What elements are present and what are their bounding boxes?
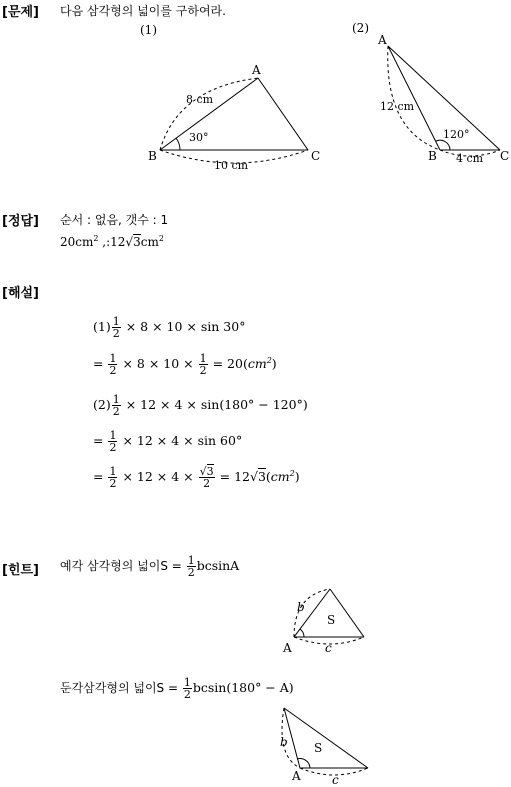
obtuse-label-s: S: [314, 741, 323, 755]
obtuse-label-c: c: [332, 773, 339, 787]
fig2-side-ab: [388, 46, 440, 150]
fig1-angle-arc: [176, 138, 180, 150]
answer-sup2: 2: [158, 234, 164, 243]
root3-over-2-fraction: $\frac{√3}{2}$: [199, 465, 214, 490]
sol1-prefix: (1): [93, 319, 111, 334]
fig1-side-ab-label: 8 cm: [186, 93, 214, 106]
fig1-side-bc-label: 10 cm: [214, 159, 249, 172]
answer-area2: ,:12: [98, 235, 126, 249]
half-fraction: $\frac{1}{2}$: [187, 554, 195, 579]
sol2-result: = 20(: [212, 356, 248, 371]
fig1-vertex-c: C: [311, 149, 321, 163]
hint-obtuse-figure: [270, 700, 380, 787]
sol2-unit: cm: [247, 356, 267, 371]
hint-obtuse-formula: bcsin(180° − A): [192, 680, 294, 695]
solution-line4: [93, 430, 242, 453]
hint-acute-formula: bcsinA: [196, 558, 240, 573]
sol3-prefix: (2): [93, 397, 111, 412]
sol2-close: ): [271, 356, 277, 371]
solution-tag: [해설]: [2, 286, 39, 301]
fig1-angle-label: 30°: [189, 131, 209, 144]
answer-sup1: 2: [93, 234, 99, 243]
answer-tag: [정답]: [2, 214, 39, 229]
half-fraction: $\frac{1}{2}$: [112, 393, 120, 418]
sol2-sup: 2: [266, 355, 272, 365]
problem-text: 다음 삼각형의 넓이를 구하여라.: [60, 4, 226, 18]
half-fraction: $\frac{1}{2}$: [183, 676, 191, 701]
sol3-body: × 12 × 4 × sin(180° − 120°): [125, 397, 308, 412]
half-fraction: $\frac{1}{2}$: [199, 352, 207, 377]
obtuse-vertex-a: A: [292, 769, 301, 783]
half-fraction: $\frac{1}{2}$: [112, 315, 120, 340]
fig1-side-ab: [160, 78, 258, 150]
sol5-radicand: 3: [257, 469, 266, 484]
answer-unit: cm: [140, 235, 159, 249]
sol1-body: × 8 × 10 × sin 30°: [125, 319, 246, 334]
fig2-vertex-a: A: [378, 33, 387, 47]
sol5-mid: × 12 × 4 ×: [122, 469, 194, 484]
hint-obtuse-text: 둔각삼각형의 넓이S =: [60, 681, 179, 695]
fig1-vertex-a: A: [252, 63, 261, 77]
problem-figures: [0, 0, 511, 180]
problem-tag: [문제]: [2, 5, 39, 20]
acute-label-b: b: [297, 600, 305, 614]
fig1-label: (1): [140, 23, 157, 37]
sol5-close: ): [294, 469, 300, 484]
fig2-side-ab-label: 12 cm: [380, 100, 415, 113]
sol2-mid: × 8 × 10 ×: [122, 356, 194, 371]
solution-line2: [93, 353, 277, 376]
acute-angle-arc: [300, 629, 304, 637]
sol5-sup: 2: [289, 468, 295, 478]
hint-acute-line: [60, 555, 239, 578]
hint-acute-figure: [270, 585, 380, 655]
obtuse-side-a: [284, 708, 368, 768]
answer-radicand: 3: [133, 235, 141, 249]
half-fraction: $\frac{1}{2}$: [109, 429, 117, 454]
answer-area1: 20cm: [60, 235, 94, 249]
sol5-unit: cm: [270, 469, 290, 484]
answer-line2: [60, 234, 164, 249]
acute-label-c: c: [325, 641, 332, 655]
fig2-angle-label: 120°: [443, 128, 470, 141]
fig2-vertex-c: C: [500, 149, 510, 163]
fig1-side-ac: [258, 78, 308, 150]
hint-tag: [힌트]: [2, 563, 39, 578]
sol4-eq: =: [93, 433, 104, 448]
fig2-vertex-b: B: [428, 149, 437, 163]
half-fraction: $\frac{1}{2}$: [109, 352, 117, 377]
sol2-eq: =: [93, 356, 104, 371]
fig2-label: (2): [352, 21, 369, 35]
sqrt-sign: √: [125, 235, 134, 249]
fig2-side-bc-label: 4 cm: [456, 152, 484, 165]
sqrt-sign: √: [249, 469, 258, 484]
sol5-eq: =: [93, 469, 104, 484]
answer-line1: 순서 : 없음, 갯수 : 1: [60, 213, 169, 227]
obtuse-label-b: b: [280, 735, 288, 749]
solution-line5: = $\frac{1}{2}$ × 12 × 4 × $\frac{√3}{2}$ = $12√3(cm^2)$: [93, 465, 300, 490]
acute-label-s: S: [327, 613, 336, 627]
fig1-vertex-b: B: [148, 149, 157, 163]
sol4-body: × 12 × 4 × sin 60°: [122, 433, 243, 448]
acute-vertex-a: A: [283, 641, 292, 655]
solution-line3: [93, 394, 308, 417]
sqrt-sign: √: [199, 465, 207, 478]
hint-acute-text: 예각 삼각형의 넓이S =: [60, 559, 182, 573]
hint-obtuse-line: [60, 677, 294, 700]
solution-line1: [93, 316, 245, 339]
sol5-result: = 12: [219, 469, 250, 484]
half-fraction: $\frac{1}{2}$: [109, 465, 117, 490]
